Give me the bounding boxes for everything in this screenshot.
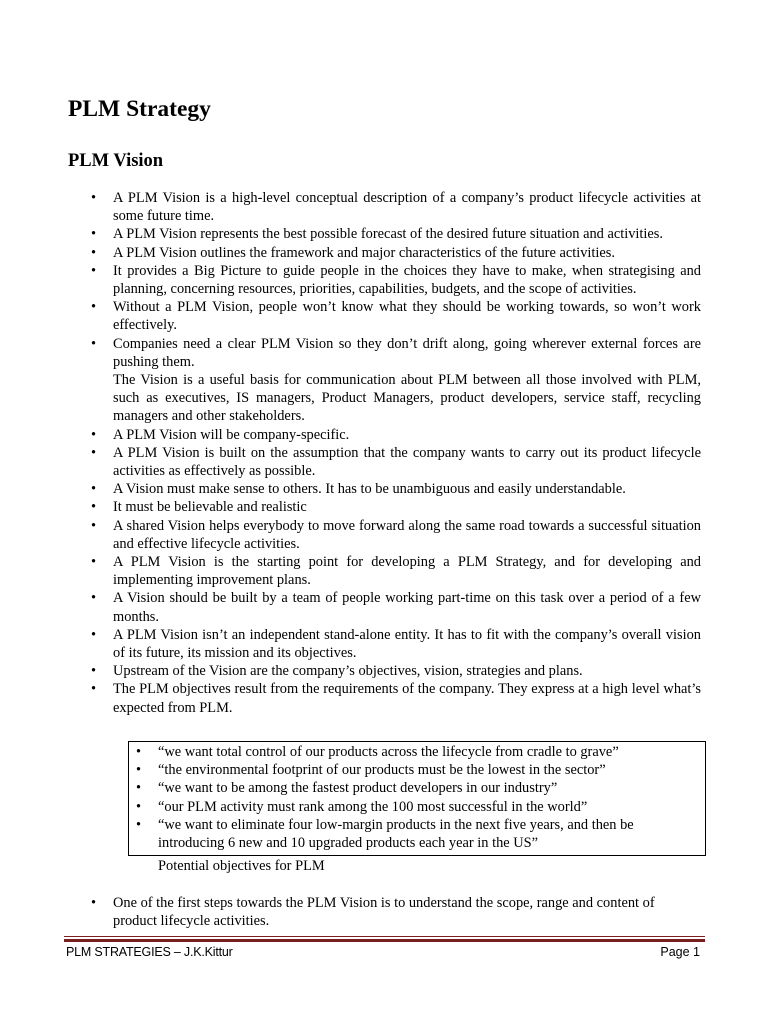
list-item [113,298,701,334]
list-item-text: A PLM Vision is built on the assumption that the company wants to carry out its product lifecycle activities as effectively as possible. [113,444,701,480]
vision-bullet-list [113,189,701,717]
list-item [113,426,701,444]
list-item [113,626,701,662]
list-item [113,444,701,480]
list-item-text: A shared Vision helps everybody to move forward along the same road towards a successful situation and effective lifecycle activities. [113,517,701,552]
objective-item: • “we want total control of our products across the lifecycle from cradle to grave” [158,743,698,761]
list-item-text: The PLM objectives result from the requirements of the company. They express at a high level what’s expected from PLM. [113,681,701,716]
objectives-list [158,743,698,852]
list-item-text: A Vision must make sense to others. It has to be unambiguous and easily understandable. [113,481,626,498]
list-item-text: A Vision should be built by a team of people working part-time on this task over a period of a few months. [113,590,701,625]
list-item [113,498,701,516]
page-number: Page 1 [660,945,700,959]
objectives-caption: Potential objectives for PLM [158,858,325,874]
list-item [113,517,701,553]
list-item [113,662,701,680]
objective-item: • “we want to eliminate four low-margin products in the next five years, and then be introducing 6 new and 10 upgraded products each year in the US” [158,816,698,852]
list-item [113,589,701,625]
list-item-text: A PLM Vision outlines the framework and major characteristics of the future activities. [113,244,616,261]
list-item-text: A PLM Vision represents the best possible forecast of the desired future situation and activities. [113,226,663,243]
objectives-box [128,741,706,856]
list-item-text: Upstream of the Vision are the company’s objectives, vision, strategies and plans. [113,663,583,680]
list-item [113,189,701,225]
list-item-text: A PLM Vision is a high-level conceptual description of a company’s product lifecycle activities at some future time. [113,190,701,225]
list-item-text: A PLM Vision is the starting point for developing a PLM Strategy, and for developing and implementing improvement plans. [113,554,701,589]
footer-author: PLM STRATEGIES – J.K.Kittur [66,945,233,959]
list-item [113,262,701,298]
list-item-text: A PLM Vision isn’t an independent stand-alone entity. It has to fit with the company’s overall vision of its future, its mission and its objectives. [113,626,701,662]
list-item [113,225,701,243]
section-title: PLM Vision [68,151,164,171]
footer-rule-thick [64,939,705,942]
list-item-text: Without a PLM Vision, people won’t know what they should be working towards, so won’t work effectively. [113,299,701,334]
list-item [113,553,701,589]
objective-item: • “our PLM activity must rank among the 100 most successful in the world” [158,798,698,816]
page-title: PLM Strategy [68,96,211,122]
list-item-continuation: The Vision is a useful basis for communication about PLM between all those involved with PLM, such as executives, IS managers, Product Managers, product developers, service staff, recycling managers and other stakeholders. [113,372,701,425]
list-item [113,680,701,716]
list-item-text: It provides a Big Picture to guide people in the choices they have to make, when strategising and planning, concerning resources, priorities, capabilities, budgets, and the scope of activities. [113,262,701,298]
footer-rule [64,936,705,937]
list-item [113,480,701,498]
objective-item: • “the environmental footprint of our products must be the lowest in the sector” [158,761,698,779]
list-item [113,335,701,426]
final-bullet-list [113,894,701,930]
list-item-text: It must be believable and realistic [113,499,307,516]
list-item-text: A PLM Vision will be company-specific. [113,426,350,443]
objective-item: • “we want to be among the fastest product developers in our industry” [158,779,698,797]
list-item-text: Companies need a clear PLM Vision so they don’t drift along, going wherever external forces are pushing them. [113,335,701,370]
list-item [113,244,701,262]
list-item: • One of the first steps towards the PLM Vision is to understand the scope, range and content of product lifecycle activities. [113,894,701,930]
